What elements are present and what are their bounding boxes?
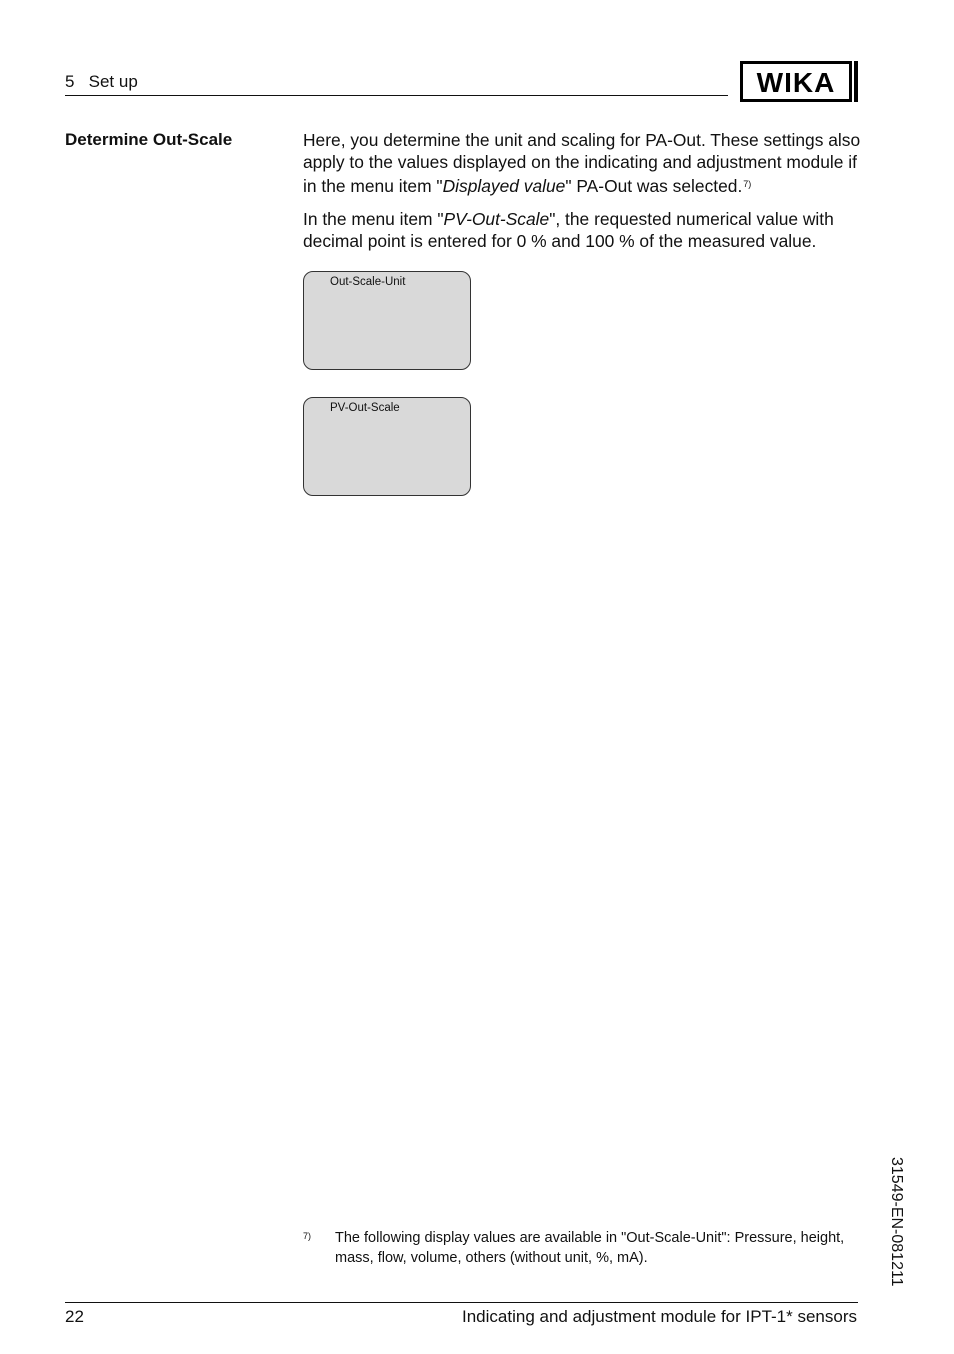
display-out-scale-unit xyxy=(303,271,471,370)
header-section-label: 5 Set up xyxy=(65,72,138,91)
paragraph-intro-italic: Displayed value xyxy=(442,176,566,196)
footnote-mark: 7) xyxy=(303,1231,312,1241)
paragraph-pv-text-b: ", the requested numerical value with decimal point is entered for 0 % and 100 % of the measured value. xyxy=(303,209,834,251)
footer-rule xyxy=(65,1302,858,1303)
footer-title: Indicating and adjustment module for IPT-1* sensors xyxy=(462,1307,857,1326)
paragraph-pv-out-scale xyxy=(303,208,863,252)
wika-logo xyxy=(740,61,858,102)
header-rule xyxy=(65,95,728,96)
paragraph-intro-text-a: Here, you determine the unit and scaling for PA-Out. These settings also apply to the values displayed on the indicating and adjustment module if in the menu item " xyxy=(303,130,861,196)
display-title: PV-Out-Scale xyxy=(330,402,400,414)
display-title: Out-Scale-Unit xyxy=(330,276,406,288)
paragraph-pv-text-a: In the menu item " xyxy=(303,209,444,229)
document-code: 31549-EN-081211 xyxy=(888,1157,905,1287)
paragraph-pv-italic: PV-Out-Scale xyxy=(443,209,550,229)
logo-text: WIKA xyxy=(756,67,836,98)
section-heading: Determine Out-Scale xyxy=(65,130,233,149)
paragraph-intro xyxy=(303,129,863,197)
paragraph-intro-text-b: " PA-Out was selected. xyxy=(565,176,743,196)
footnote-reference[interactable]: 7) xyxy=(743,179,752,189)
page-number: 22 xyxy=(65,1307,84,1326)
display-pv-out-scale xyxy=(303,397,471,496)
footnote-text: The following display values are available in "Out-Scale-Unit": Pressure, height, mass, flow, volume, others (without unit, %, mA). xyxy=(335,1230,845,1266)
